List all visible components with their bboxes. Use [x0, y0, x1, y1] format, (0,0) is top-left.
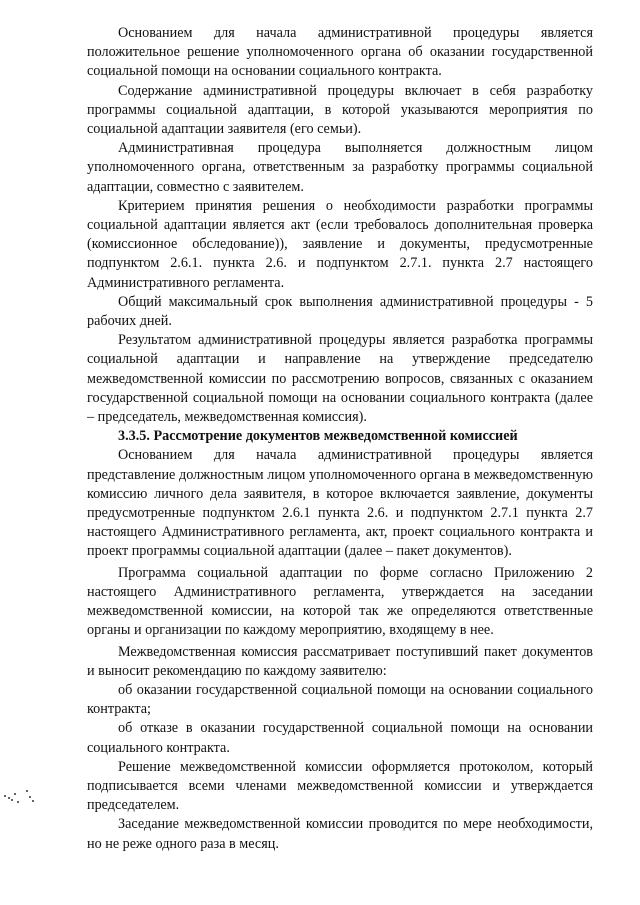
paragraph-option-grant: об оказании государственной социальной помощи на основании социального контракта; — [87, 681, 593, 718]
paragraph-criterion: Критерием принятия решения о необходимости разработки программы социальной адаптации является акт (если требовалось дополнительная проверка (комиссионное обследование)), заявление и документы, предусмотренные подпунктом 2.6.1. пункта 2.6. и подпунктом 2.7.1. пункта 2.7 настоящего Административного регламента. — [87, 197, 593, 291]
paragraph-commission-review: Межведомственная комиссия рассматривает поступивший пакет документов и выносит рекомендацию по каждому заявителю: — [87, 643, 593, 679]
paragraph-option-refusal: об отказе в оказании государственной социальной помощи на основании социального контракта. — [87, 720, 593, 756]
paragraph-basis: Основанием для начала административной процедуры является положительное решение уполномоченного органа об оказании государственной социальной помощи на основании социального контракта. — [87, 25, 593, 80]
paragraph-meeting-frequency: Заседание межведомственной комиссии проводится по мере необходимости, но не реже одного раза в месяц. — [87, 816, 593, 852]
paragraph-program-approval: Программа социальной адаптации по форме согласно Приложению 2 настоящего Административного регламента, утверждается на заседании межведомственной комиссии, на которой так же определяются ответственные органы и организации по каждому мероприятию, входящему в нее. — [87, 564, 593, 639]
paragraph-performer: Административная процедура выполняется должностным лицом уполномоченного органа, ответственным за разработку программы социальной адаптации, совместно с заявителем. — [87, 140, 593, 195]
paragraph-protocol: Решение межведомственной комиссии оформляется протоколом, который подписывается всеми членами межведомственной комиссии и утверждается председателем. — [87, 758, 593, 814]
paragraph-deadline: Общий максимальный срок выполнения административной процедуры - 5 рабочих дней. — [87, 293, 593, 330]
paragraph-commission-basis: Основанием для начала административной процедуры является представление должностным лицом уполномоченного органа в межведомственную комиссию личного дела заявителя, в которое включается заявление, документы предусмотренные подпунктом 2.6.1 пункта 2.6. и подпунктом 2.7.1 пункта 2.7 настоящего Административного регламента, акт, проект социального контракта и проект программы социальной адаптации (далее – пакет документов). — [87, 447, 593, 560]
document-page — [87, 24, 593, 854]
paragraph-result: Результатом административной процедуры является разработка программы социальной адаптации и направление на утверждение председателю межведомственной комиссии по рассмотрению вопросов, связанных с оказанием государственной социальной помощи на основании социального контракта (далее – председатель, межведомственная комиссия). — [87, 332, 593, 426]
section-heading: 3.3.5. Рассмотрение документов межведомственной комиссией — [118, 428, 518, 445]
scan-artifact-marks — [2, 786, 36, 808]
paragraph-content: Содержание административной процедуры включает в себя разработку программы социальной адаптации, в которой указываются мероприятия по социальной адаптации заявителя (его семьи). — [87, 82, 593, 138]
